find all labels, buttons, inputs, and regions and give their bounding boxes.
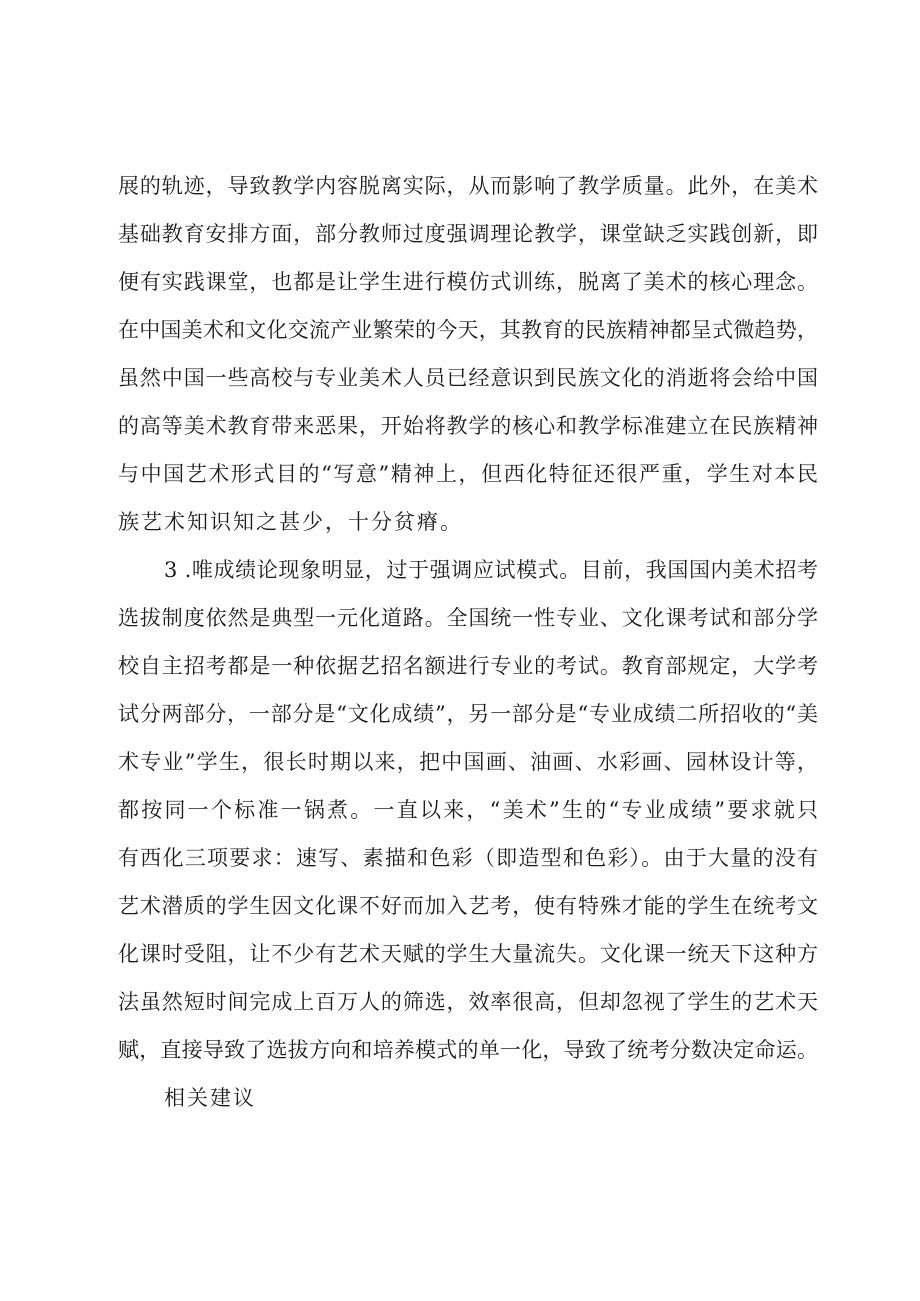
- paragraph-1-line-4: 在中国美术和文化交流产业繁荣的今天，其教育的民族精神都呈式微趋势，: [118, 318, 818, 342]
- paragraph-2-line-8: 艺术潜质的学生因文化课不好而加入艺考，使有特殊才能的学生在统考文: [118, 894, 818, 918]
- paragraph-2-line-3: 校自主招考都是一种依据艺招名额进行专业的考试。教育部规定，大学考: [118, 654, 818, 678]
- paragraph-2-line-11: 赋，直接导致了选拔方向和培养模式的单一化，导致了统考分数决定命运。: [118, 1038, 818, 1062]
- paragraph-1-line-5: 虽然中国一些高校与专业美术人员已经意识到民族文化的消逝将会给中国: [118, 366, 818, 390]
- paragraph-1-line-2: 基础教育安排方面，部分教师过度强调理论教学，课堂缺乏实践创新，即: [118, 222, 818, 246]
- paragraph-2-line-7: 有西化三项要求：速写、素描和色彩（即造型和色彩）。由于大量的没有: [118, 846, 818, 870]
- paragraph-2-line-5: 术专业”学生，很长时期以来，把中国画、油画、水彩画、园林设计等，: [118, 750, 818, 774]
- paragraph-2-line-4: 试分两部分，一部分是“文化成绩”，另一部分是“专业成绩二所招收的“美: [118, 702, 818, 726]
- paragraph-1-line-3: 便有实践课堂，也都是让学生进行模仿式训练，脱离了美术的核心理念。: [118, 270, 818, 294]
- paragraph-2-line-1: 3 .唯成绩论现象明显，过于强调应试模式。目前，我国国内美术招考: [164, 558, 818, 582]
- paragraph-2-line-9: 化课时受阻，让不少有艺术天赋的学生大量流失。文化课一统天下这种方: [118, 942, 818, 966]
- paragraph-1-line-1: 展的轨迹，导致教学内容脱离实际，从而影响了教学质量。此外，在美术: [118, 174, 818, 198]
- paragraph-1-line-7: 与中国艺术形式目的“写意”精神上，但西化特征还很严重，学生对本民: [118, 462, 818, 486]
- section-heading: 相关建议: [164, 1086, 256, 1110]
- paragraph-1-line-8: 族艺术知识知之甚少，十分贫瘠。: [118, 510, 463, 534]
- paragraph-2-line-2: 选拔制度依然是典型一元化道路。全国统一性专业、文化课考试和部分学: [118, 606, 818, 630]
- paragraph-2-line-6: 都按同一个标准一锅煮。一直以来，“美术”生的“专业成绩”要求就只: [118, 798, 818, 822]
- paragraph-2-line-10: 法虽然短时间完成上百万人的筛选，效率很高，但却忽视了学生的艺术天: [118, 990, 818, 1014]
- paragraph-1-line-6: 的高等美术教育带来恶果，开始将教学的核心和教学标准建立在民族精神: [118, 414, 818, 438]
